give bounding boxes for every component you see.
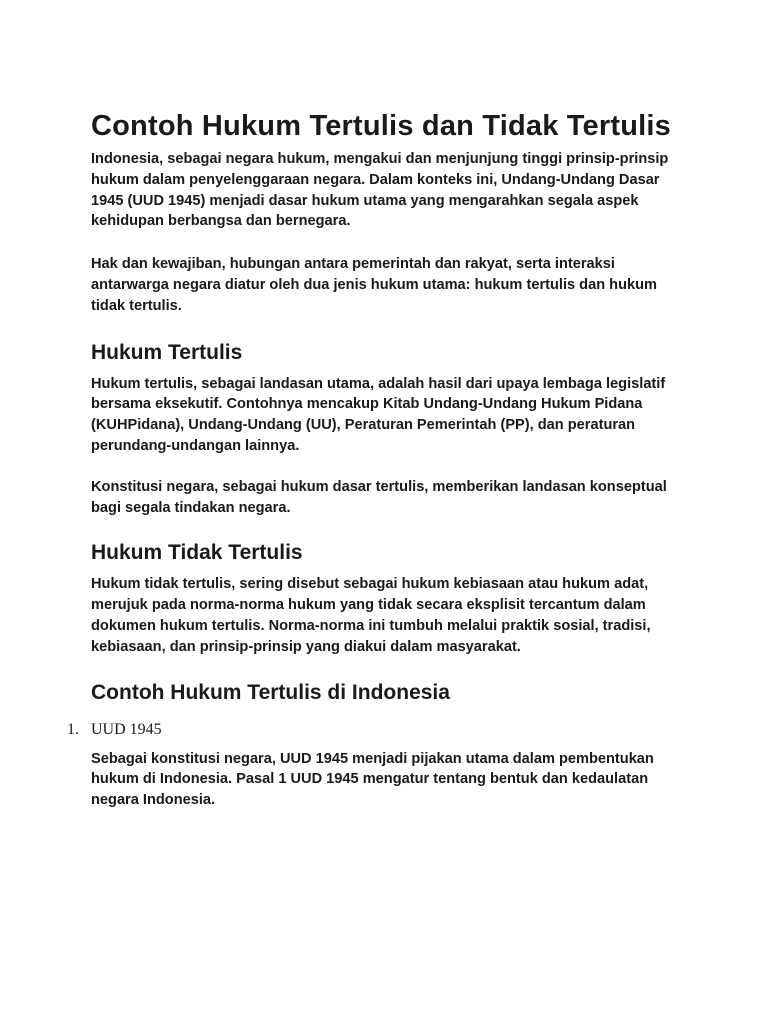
intro-paragraph-1: Indonesia, sebagai negara hukum, mengakui dan menjunjung tinggi prinsip-prinsip hukum dalam penyelenggaraan negara. Dalam konteks ini, Undang-Undang Dasar 1945 (UUD 1945) menjadi dasar hukum utama yang mengarahkan segala aspek kehidupan berbangsa dan bernegara. <box>91 151 669 230</box>
hukum-tertulis-paragraph-1: Hukum tertulis, sebagai landasan utama, adalah hasil dari upaya lembaga legislatif bersama eksekutif. Contohnya mencakup Kitab Undang-Undang Hukum Pidana (KUHPidana), Undang-Undang (UU), Peraturan Pemerintah (PP), dan peraturan perundang-undangan lainnya. <box>91 375 666 454</box>
contoh-list <box>67 720 691 740</box>
uud-1945-paragraph: Sebagai konstitusi negara, UUD 1945 menjadi pijakan utama dalam pembentukan hukum di Indonesia. Pasal 1 UUD 1945 mengatur tentang bentuk dan kedaulatan negara Indonesia. <box>91 750 654 809</box>
list-marker: 1. <box>67 720 79 738</box>
hukum-tertulis-paragraph-2: Konstitusi negara, sebagai hukum dasar tertulis, memberikan landasan konseptual bagi segala tindakan negara. <box>91 478 667 516</box>
section-heading-hukum-tertulis: Hukum Tertulis <box>91 340 243 364</box>
section-heading-contoh-hukum-tertulis: Contoh Hukum Tertulis di Indonesia <box>91 680 450 704</box>
article-body <box>67 108 691 811</box>
hukum-tidak-tertulis-paragraph: Hukum tidak tertulis, sering disebut sebagai hukum kebiasaan atau hukum adat, merujuk pada norma-norma hukum yang tidak secara eksplisit tercantum dalam dokumen hukum tertulis. Norma-norma ini tumbuh melalui praktik sosial, tradisi, kebiasaan, dan prinsip-prinsip yang diakui dalam masyarakat. <box>91 576 651 655</box>
intro-paragraph-2: Hak dan kewajiban, hubungan antara pemerintah dan rakyat, serta interaksi antarwarga negara diatur oleh dua jenis hukum utama: hukum tertulis dan hukum tidak tertulis. <box>91 256 658 314</box>
section-heading-hukum-tidak-tertulis: Hukum Tidak Tertulis <box>91 541 303 565</box>
list-item <box>67 720 691 740</box>
list-item-label: UUD 1945 <box>91 720 162 738</box>
article-title: Contoh Hukum Tertulis dan Tidak Tertulis <box>91 110 671 142</box>
